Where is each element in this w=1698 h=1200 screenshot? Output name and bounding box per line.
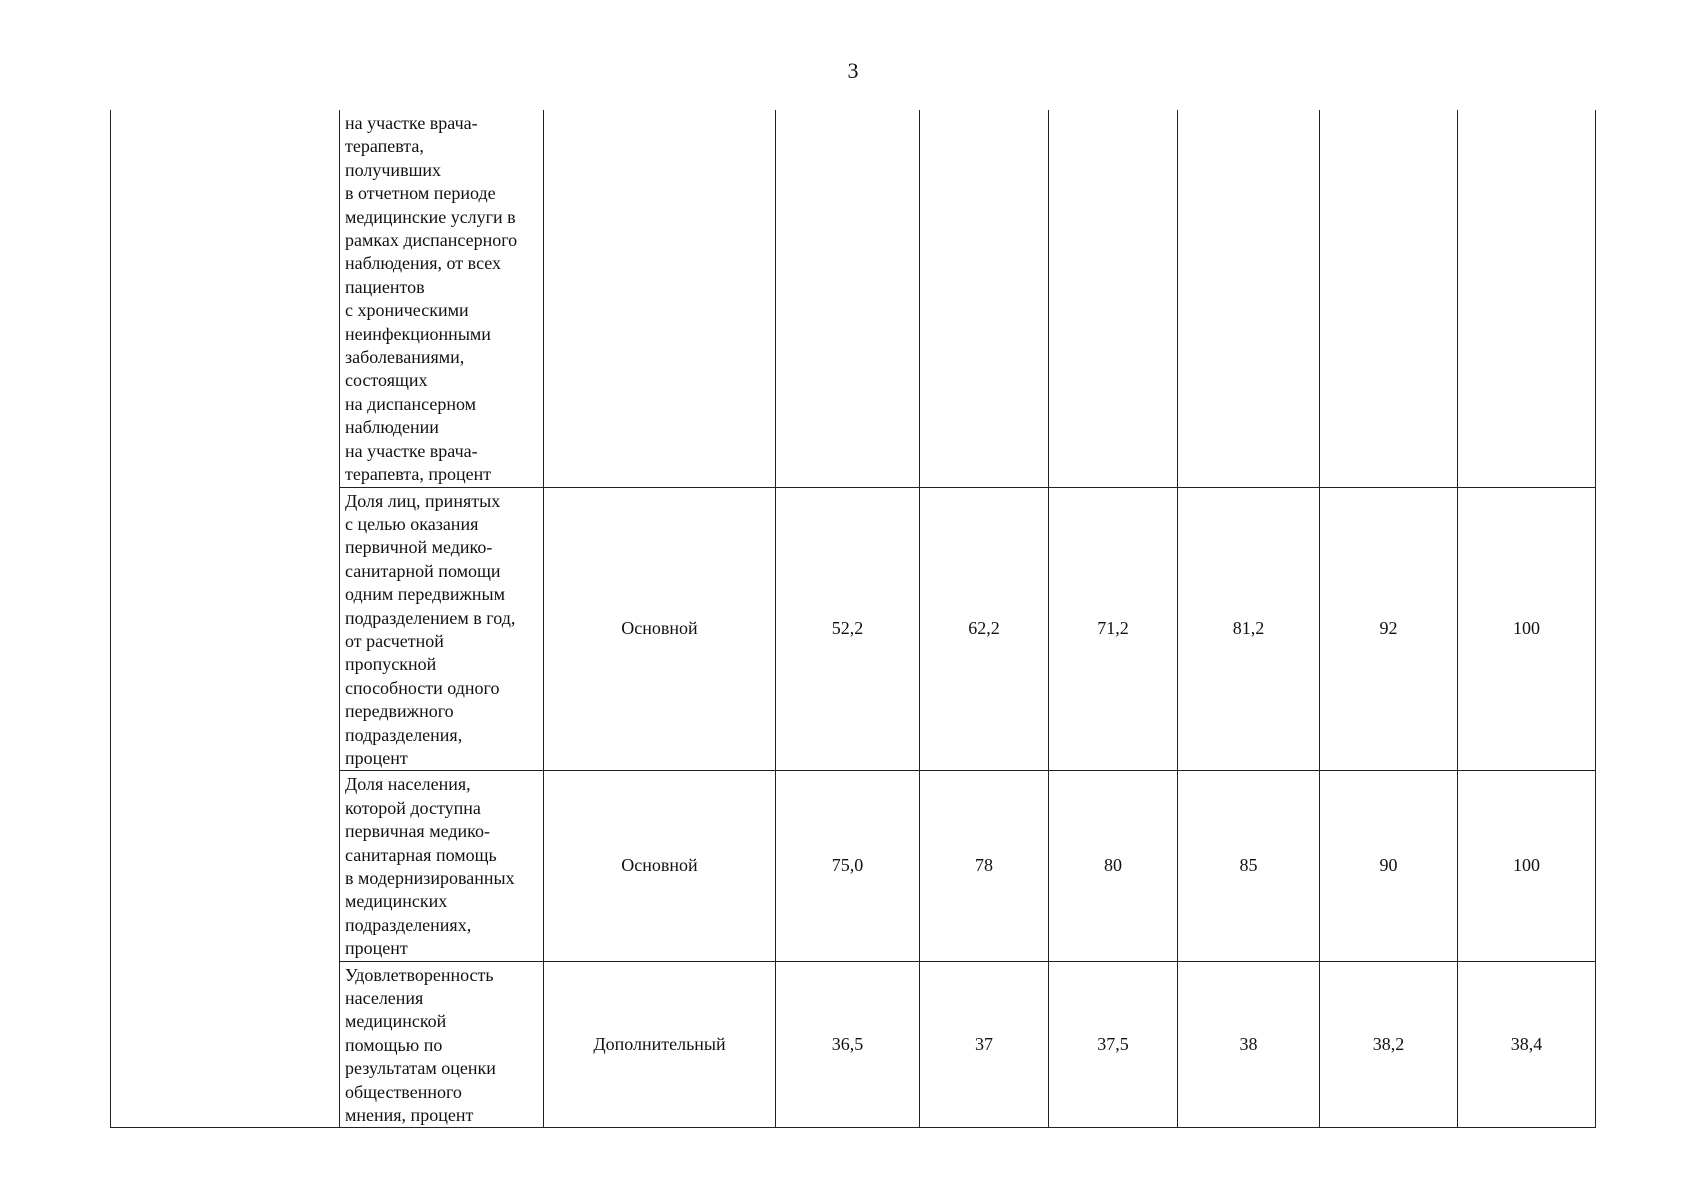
value-cell: 81,2 (1178, 487, 1320, 771)
indicator-type-cell (544, 110, 776, 487)
value-cell (920, 110, 1049, 487)
table-row (111, 110, 1596, 487)
indicator-name-cell (340, 487, 544, 771)
indicator-type-cell: Основной (544, 771, 776, 961)
page-number: 3 (847, 58, 859, 83)
value-cell (1458, 110, 1596, 487)
value-cell: 38 (1178, 961, 1320, 1128)
value-cell: 37 (920, 961, 1049, 1128)
indicator-name: Удовлетворенность населения медицинской помощью по результатам оценки общественного мнения, процент (345, 964, 496, 1126)
value-cell: 36,5 (776, 961, 920, 1128)
value-cell: 62,2 (920, 487, 1049, 771)
indicator-name-cell (340, 771, 544, 961)
value-cell: 75,0 (776, 771, 920, 961)
indicator-name: Доля лиц, принятых с целью оказания первичной медико- санитарной помощи одним передвижным подразделением в год, от расчетной пропускной способности одного передвижного подразделения, процент (345, 490, 516, 768)
value-cell: 80 (1049, 771, 1178, 961)
blank-column-cell (111, 110, 340, 1128)
indicators-table (110, 110, 1596, 1128)
value-cell: 85 (1178, 771, 1320, 961)
value-cell (1178, 110, 1320, 487)
value-cell: 78 (920, 771, 1049, 961)
value-cell (1320, 110, 1458, 487)
indicator-type-cell: Дополнительный (544, 961, 776, 1128)
value-cell: 71,2 (1049, 487, 1178, 771)
indicator-name: Доля населения, которой доступна первичная медико- санитарная помощь в модернизированных медицинских подразделениях, процент (345, 774, 515, 959)
indicator-type-cell: Основной (544, 487, 776, 771)
value-cell: 90 (1320, 771, 1458, 961)
indicator-name: на участке врача- терапевта, получивших в отчетном периоде медицинские услуги в рамках диспансерного наблюдения, от всех пациентов с хроническими неинфекционными заболеваниями, состоящих на диспансерном наблюдении на участке врача- терапевта, процент (345, 113, 518, 485)
indicator-name-cell (340, 110, 544, 487)
value-cell (776, 110, 920, 487)
value-cell: 38,4 (1458, 961, 1596, 1128)
value-cell: 37,5 (1049, 961, 1178, 1128)
value-cell: 100 (1458, 771, 1596, 961)
value-cell: 38,2 (1320, 961, 1458, 1128)
value-cell: 52,2 (776, 487, 920, 771)
value-cell (1049, 110, 1178, 487)
value-cell: 92 (1320, 487, 1458, 771)
indicator-name-cell (340, 961, 544, 1128)
value-cell: 100 (1458, 487, 1596, 771)
